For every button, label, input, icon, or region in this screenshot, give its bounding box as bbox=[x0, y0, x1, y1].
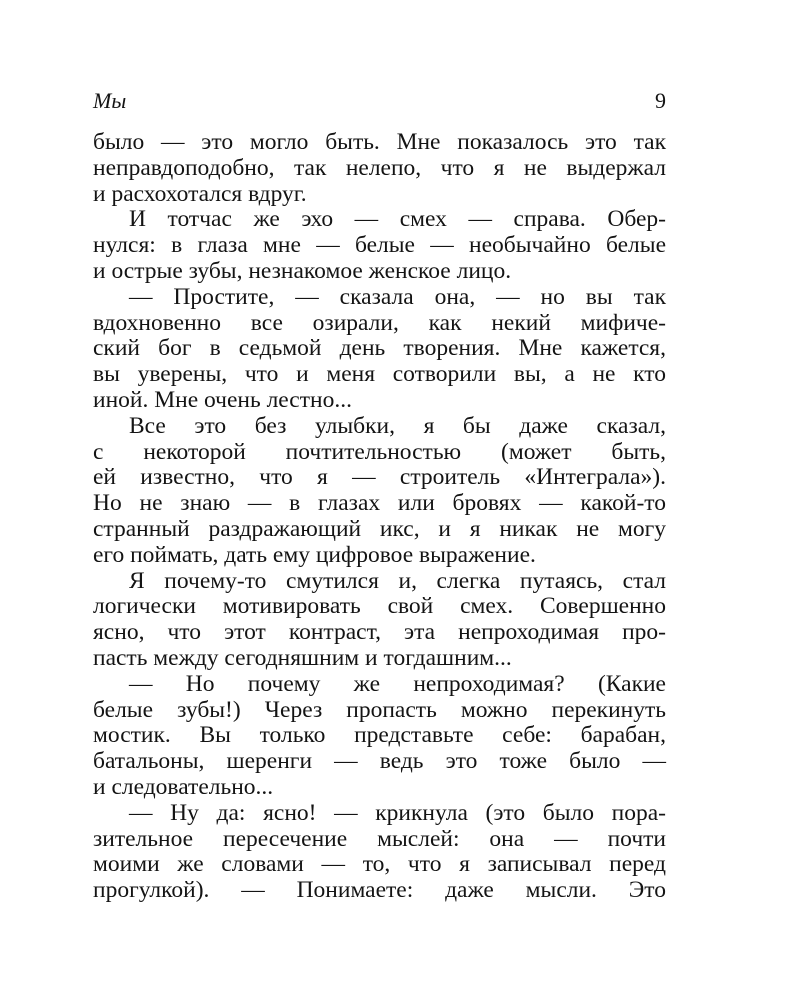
text-line: — Но почему же непроходимая? (Какие bbox=[129, 670, 666, 697]
running-title: Мы bbox=[93, 88, 127, 113]
text-line: Все это без улыбки, я бы даже сказал, bbox=[129, 412, 666, 439]
text-line: нулся: в глаза мне — белые — необычайно белые bbox=[93, 232, 666, 259]
text-line: с некоторой почтительностью (может быть, bbox=[93, 438, 666, 465]
text-line: пасть между сегодняшним и тогдашним... bbox=[93, 644, 512, 671]
text-line: и расхохотался вдруг. bbox=[93, 180, 307, 207]
text-line: неправдоподобно, так нелепо, что я не выдержал bbox=[93, 154, 666, 181]
text-line: Я почему-то смутился и, слегка путаясь, стал bbox=[129, 567, 666, 594]
text-line: И тотчас же эхо — смех — справа. Обер- bbox=[129, 206, 666, 233]
text-line: его поймать, дать ему цифровое выражение. bbox=[93, 541, 536, 568]
text-line: и следовательно... bbox=[93, 773, 274, 800]
text-line: — Простите, — сказала она, — но вы так bbox=[129, 283, 666, 310]
text-line: — Ну да: ясно! — крикнула (это было пора- bbox=[129, 799, 666, 826]
text-line: моими же словами — то, что я записывал перед bbox=[93, 851, 666, 878]
text-line: вы уверены, что и меня сотворили вы, а не кто bbox=[93, 361, 666, 388]
text-line: батальоны, шеренги — ведь это тоже было — bbox=[93, 748, 666, 775]
text-line: странный раздражающий икс, и я никак не могу bbox=[93, 515, 666, 542]
text-line: логически мотивировать свой смех. Совершенно bbox=[93, 593, 666, 620]
text-line: ей известно, что я — строитель «Интеграла»). bbox=[93, 464, 666, 491]
text-line: было — это могло быть. Мне показалось это так bbox=[93, 129, 666, 155]
body-text bbox=[93, 130, 666, 904]
text-line: ский бог в седьмой день творения. Мне кажется, bbox=[93, 335, 666, 362]
text-line: прогулкой). — Понимаете: даже мысли. Это bbox=[93, 877, 666, 904]
text-line: зительное пересечение мыслей: она — почти bbox=[93, 825, 666, 852]
page-header bbox=[93, 86, 666, 116]
text-line: вдохновенно все озирали, как некий мифиче- bbox=[93, 309, 666, 336]
text-line: ясно, что этот контраст, эта непроходимая про- bbox=[93, 619, 666, 646]
text-line: и острые зубы, незнакомое женское лицо. bbox=[93, 257, 512, 284]
text-line: мостик. Вы только представьте себе: барабан, bbox=[93, 722, 666, 749]
text-line: иной. Мне очень лестно... bbox=[93, 386, 352, 413]
page-number: 9 bbox=[655, 88, 666, 113]
text-line: Но не знаю — в глазах или бровях — какой-то bbox=[93, 490, 666, 517]
text-line: белые зубы!) Через пропасть можно перекинуть bbox=[93, 696, 666, 723]
